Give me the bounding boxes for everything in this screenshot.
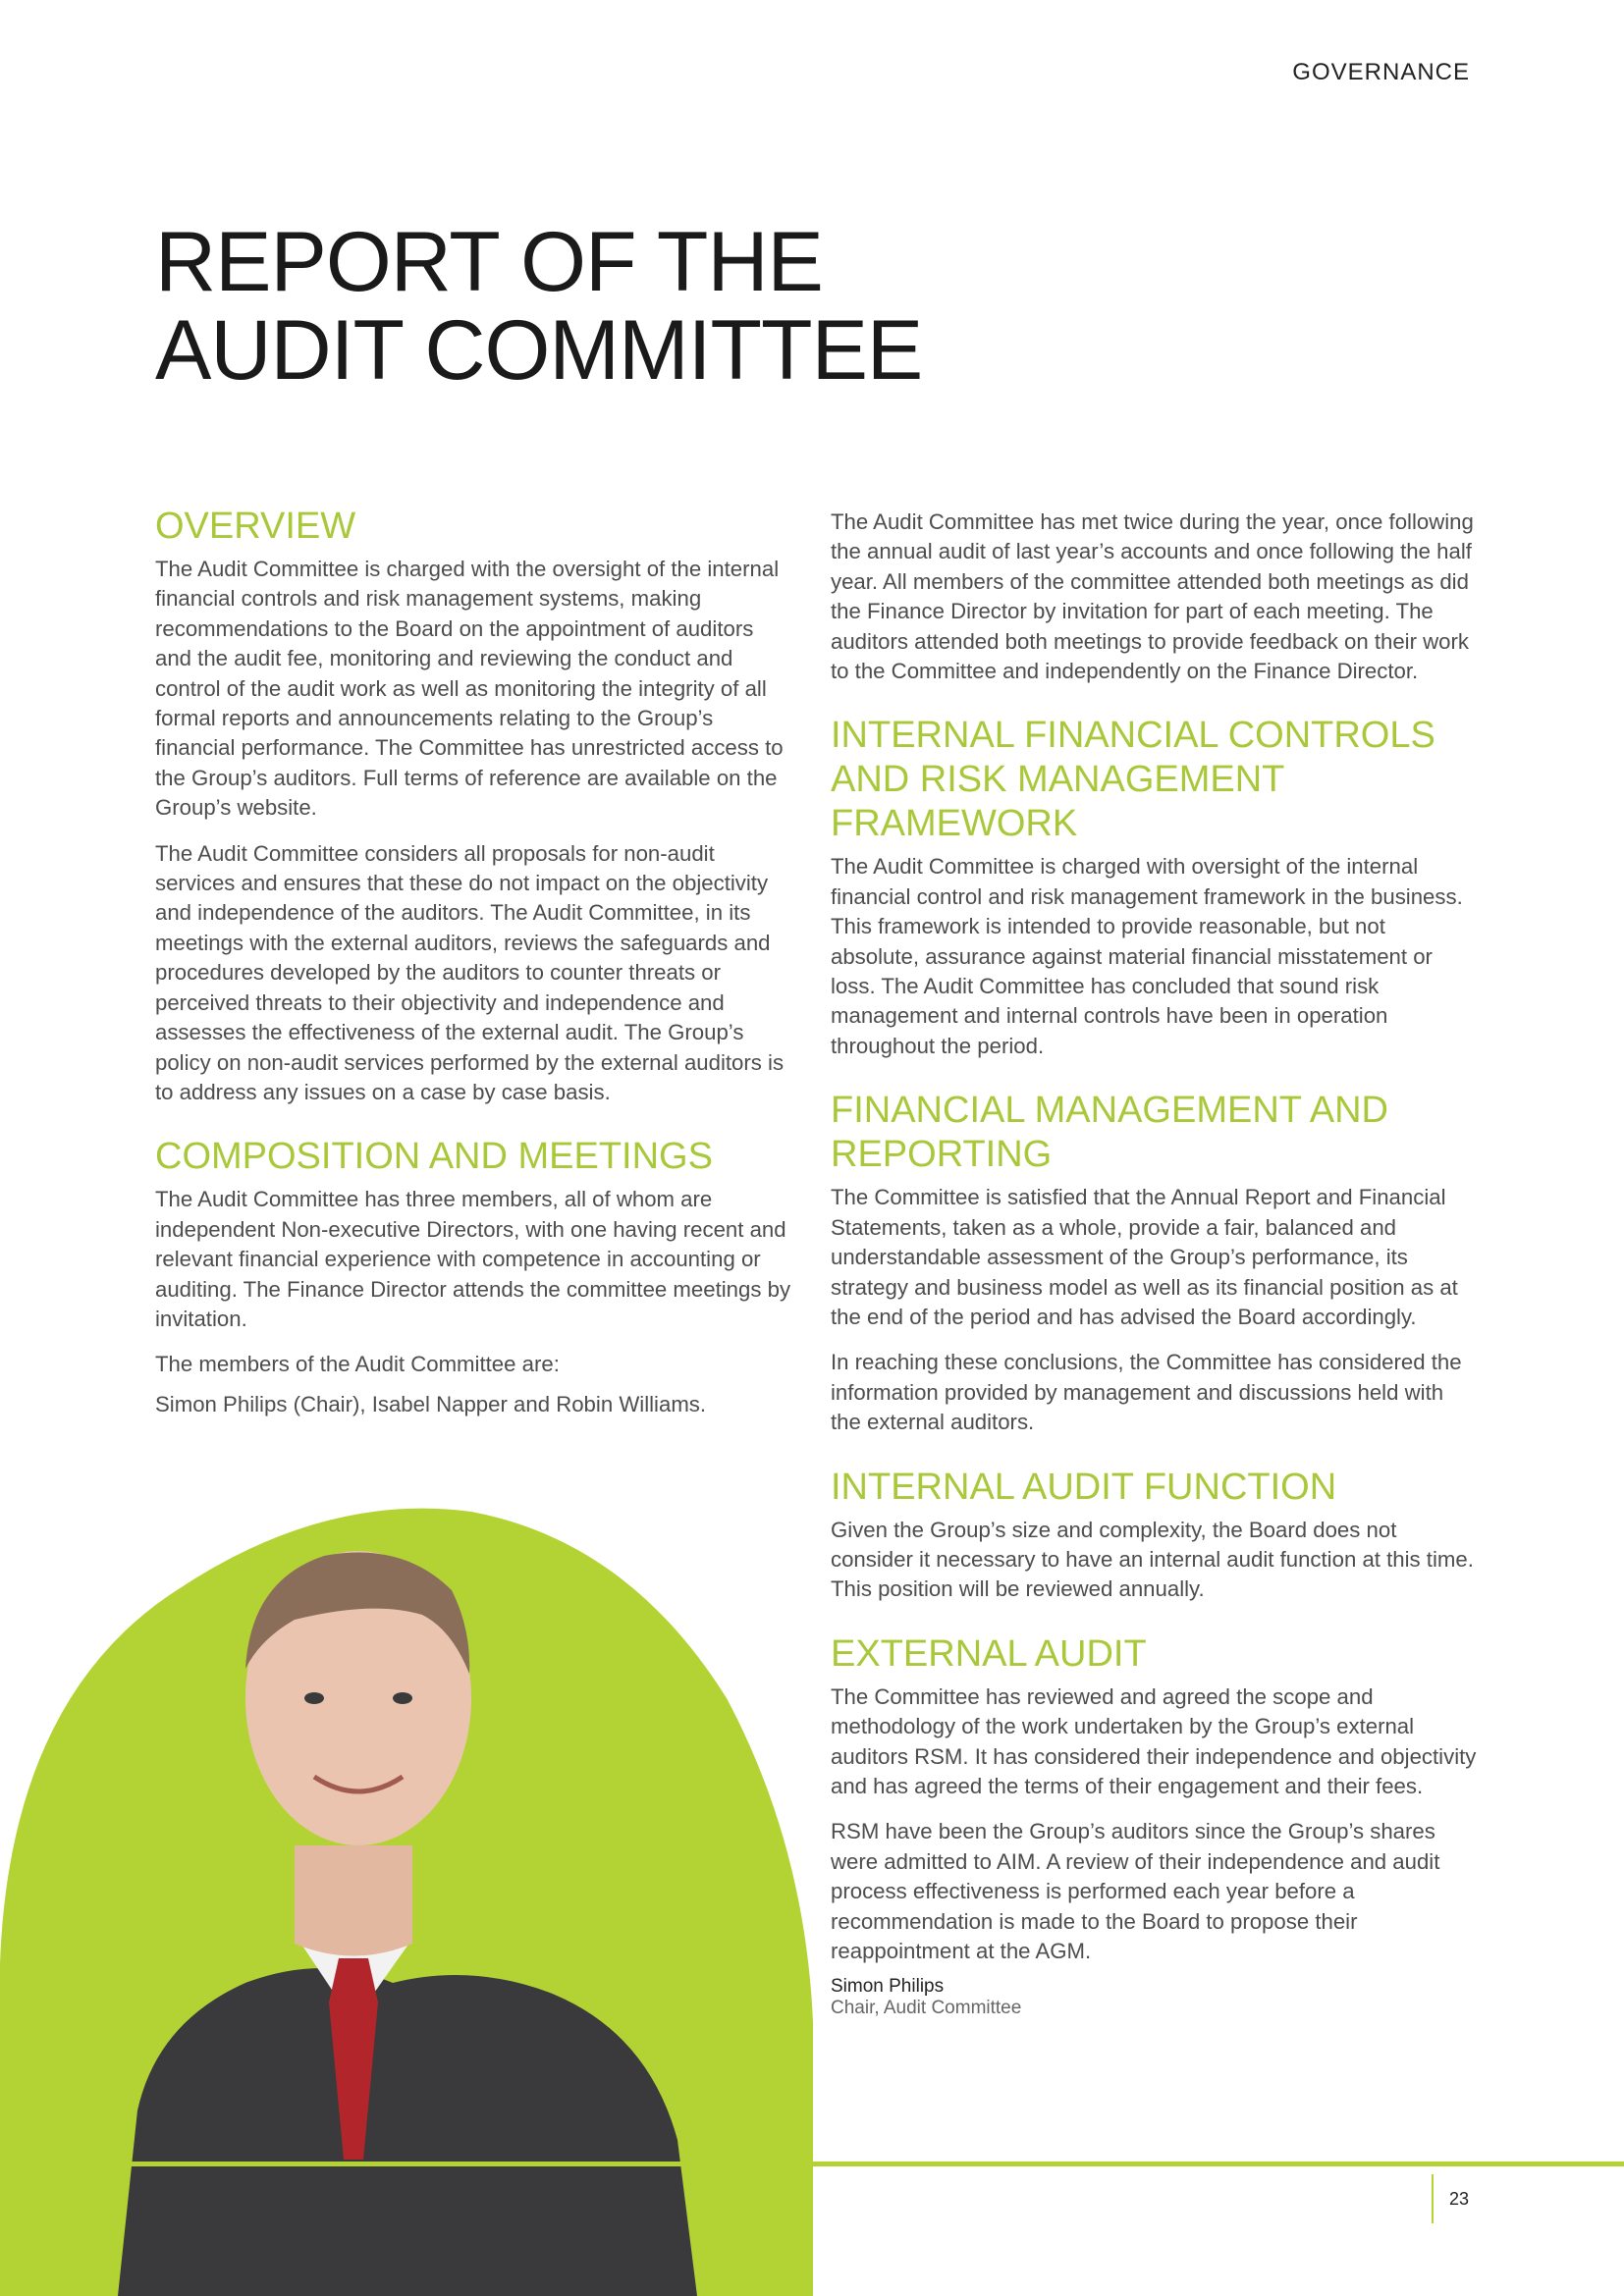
overview-paragraph-2: The Audit Committee considers all proposals for non-audit services and ensures that these do not impact on the objectivity and independence of the auditors. The Audit Committee, in its meetings with the external auditors, reviews the safeguards and procedures developed by the auditors to counter threats or perceived threats to their objectivity and independence and assesses the effectiveness of the external audit. The Group’s policy on non-audit services performed by the external auditors is to address any issues on a case by case basis. [155,840,785,1104]
internal-audit-heading: INTERNAL AUDIT FUNCTION [831,1466,1337,1508]
composition-paragraph-2: The members of the Audit Committee are: [155,1352,560,1377]
composition-heading: COMPOSITION AND MEETINGS [155,1136,713,1178]
overview-heading: OVERVIEW [155,506,356,547]
composition-paragraph-1: The Audit Committee has three members, all of whom are independent Non-executive Directors, with one having recent and relevant financial experience with competence in accounting or auditing. The Finance Director attends the committee meetings by invitation. [155,1187,791,1331]
external-audit-paragraph-1: The Committee has reviewed and agreed the scope and methodology of the work undertaken by the Group’s external auditors RSM. It has considered their independence and objectivity and has agreed the terms of their engagement and their fees. [831,1683,1477,1798]
footer-rule [0,2162,1624,2166]
page-title-line-2: AUDIT COMMITTEE [155,303,923,398]
overview-paragraph-1: The Audit Committee is charged with the oversight of the internal financial controls and risk management systems, making recommendations to the Board on the appointment of auditors and the audit fee, monitoring and reviewing the conduct and control of the audit work as well as monitoring the integrity of all formal reports and announcements relating to the Group’s financial performance. The Committee has unrestricted access to the Group’s auditors. Full terms of reference are available on the Group’s website. [155,557,784,821]
section-label: GOVERNANCE [1292,59,1470,85]
external-audit-paragraph-2: RSM have been the Group’s auditors since the Group’s shares were admitted to AIM. A review of their independence and audit process effectiveness is performed each year before a recommendation is made to the Board to propose their reappointment at the AGM. [831,1819,1440,1963]
controls-heading: INTERNAL FINANCIAL CONTROLS AND RISK MANAGEMENT FRAMEWORK [831,715,1435,845]
page-number-block [1432,2174,1469,2223]
reporting-paragraph-1: The Committee is satisfied that the Annual Report and Financial Statements, taken as a whole, provide a fair, balanced and understandable assessment of the Group’s performance, its strategy and business model as well as its financial position as at the end of the period and has advised the Board accordingly. [831,1185,1458,1329]
meetings-paragraph: The Audit Committee has met twice during the year, once following the annual audit of last year’s accounts and once following the half year. All members of the committee attended both meetings as did the Finance Director by invitation for part of each meeting. The auditors attended both meetings to provide feedback on their work to the Committee and independently on the Finance Director. [831,509,1474,684]
composition-members: Simon Philips (Chair), Isabel Napper and Robin Williams. [155,1391,707,1416]
left-column [155,501,793,1435]
internal-audit-paragraph: Given the Group’s size and complexity, the Board does not consider it necessary to have an internal audit function at this time. This position will be reviewed annually. [831,1517,1474,1602]
reporting-paragraph-2: In reaching these conclusions, the Committee has considered the information provided by management and discussions held with the external auditors. [831,1350,1462,1435]
page-number: 23 [1449,2189,1470,2209]
controls-paragraph: The Audit Committee is charged with oversight of the internal financial control and risk management framework in the business. This framework is intended to provide reasonable, but not absolute, assurance against material financial misstatement or loss. The Audit Committee has concluded that sound risk management and internal controls have been in operation throughout the period. [831,854,1463,1058]
page-title-line-1: REPORT OF THE [155,215,823,309]
reporting-heading: FINANCIAL MANAGEMENT AND REPORTING [831,1090,1388,1176]
chair-portrait [0,1472,815,2296]
signoff-name: Simon Philips [831,1976,945,1998]
page-title [155,215,923,398]
signoff-role: Chair, Audit Committee [831,1998,1022,2019]
right-column [831,507,1479,2019]
external-audit-heading: EXTERNAL AUDIT [831,1632,1147,1675]
